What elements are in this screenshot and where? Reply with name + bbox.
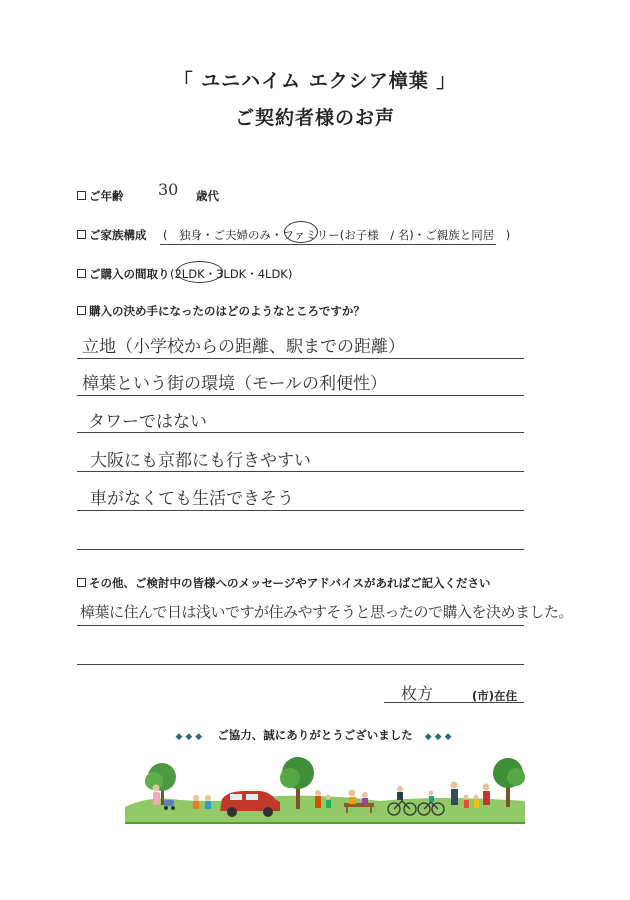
message-text: 樟葉に住んで日は浅いですが住みやすそうと思ったので購入を決めました。 (80, 603, 574, 621)
reason-question: 購入の決め手になったのはどのようなところですか？ (77, 303, 365, 319)
ruled-line (77, 664, 524, 665)
age-unit: 歳代 (196, 189, 219, 203)
reason-answer: 大阪にも京都にも行きやすい (90, 451, 311, 471)
city-name: 枚方 (401, 684, 434, 703)
ruled-line (77, 625, 524, 626)
family-underline (160, 244, 496, 245)
ruled-line (77, 432, 524, 433)
layout-label: ご購入の間取り (77, 266, 170, 282)
reason-answer: 樟葉という街の環境（モールの利便性） (82, 374, 387, 394)
family-selected-option: ファミリー (282, 228, 340, 242)
ruled-line (77, 358, 524, 359)
family-illustration (120, 745, 530, 825)
document-subtitle: ご契約者様のお声 (234, 107, 395, 129)
age-value: 30 (158, 180, 179, 199)
selection-circle (176, 261, 223, 283)
family-options: ( 独身・ご夫婦のみ・ファミリー(お子様 / 名)・ご親族と同居 ) (163, 228, 511, 242)
city-suffix: (市)在住 (472, 689, 518, 703)
ruled-line (77, 549, 524, 550)
age-label: ご年齢 (77, 188, 124, 204)
layout-options: (2LDK・3LDK・4LDK) (170, 267, 293, 281)
diamonds-right: ◆◆◆ (424, 732, 455, 742)
document-title: 「 ユニハイム エクシア樟葉 」 (173, 70, 457, 92)
ruled-line (77, 471, 524, 472)
grass (125, 796, 525, 823)
checkbox-icon (77, 191, 86, 200)
message-question: その他、ご検討中の皆様へのメッセージやアドバイスがあればご記入ください (77, 575, 490, 591)
family-label: ご家族構成 (77, 227, 147, 243)
checkbox-icon (77, 578, 86, 587)
ruled-line (77, 510, 524, 511)
thanks-message: ◆◆◆ ご協力、誠にありがとうございました ◆◆◆ (175, 728, 455, 742)
ruled-line (77, 395, 524, 396)
city-underline (384, 702, 524, 703)
checkbox-icon (77, 306, 86, 315)
checkbox-icon (77, 269, 86, 278)
diamonds-left: ◆◆◆ (175, 732, 206, 742)
reason-answer: 立地（小学校からの距離、駅までの距離） (82, 337, 405, 357)
selection-circle (284, 221, 318, 243)
reason-answer: 車がなくても生活できそう (90, 489, 294, 509)
reason-answer: タワーではない (88, 412, 207, 432)
checkbox-icon (77, 230, 86, 239)
